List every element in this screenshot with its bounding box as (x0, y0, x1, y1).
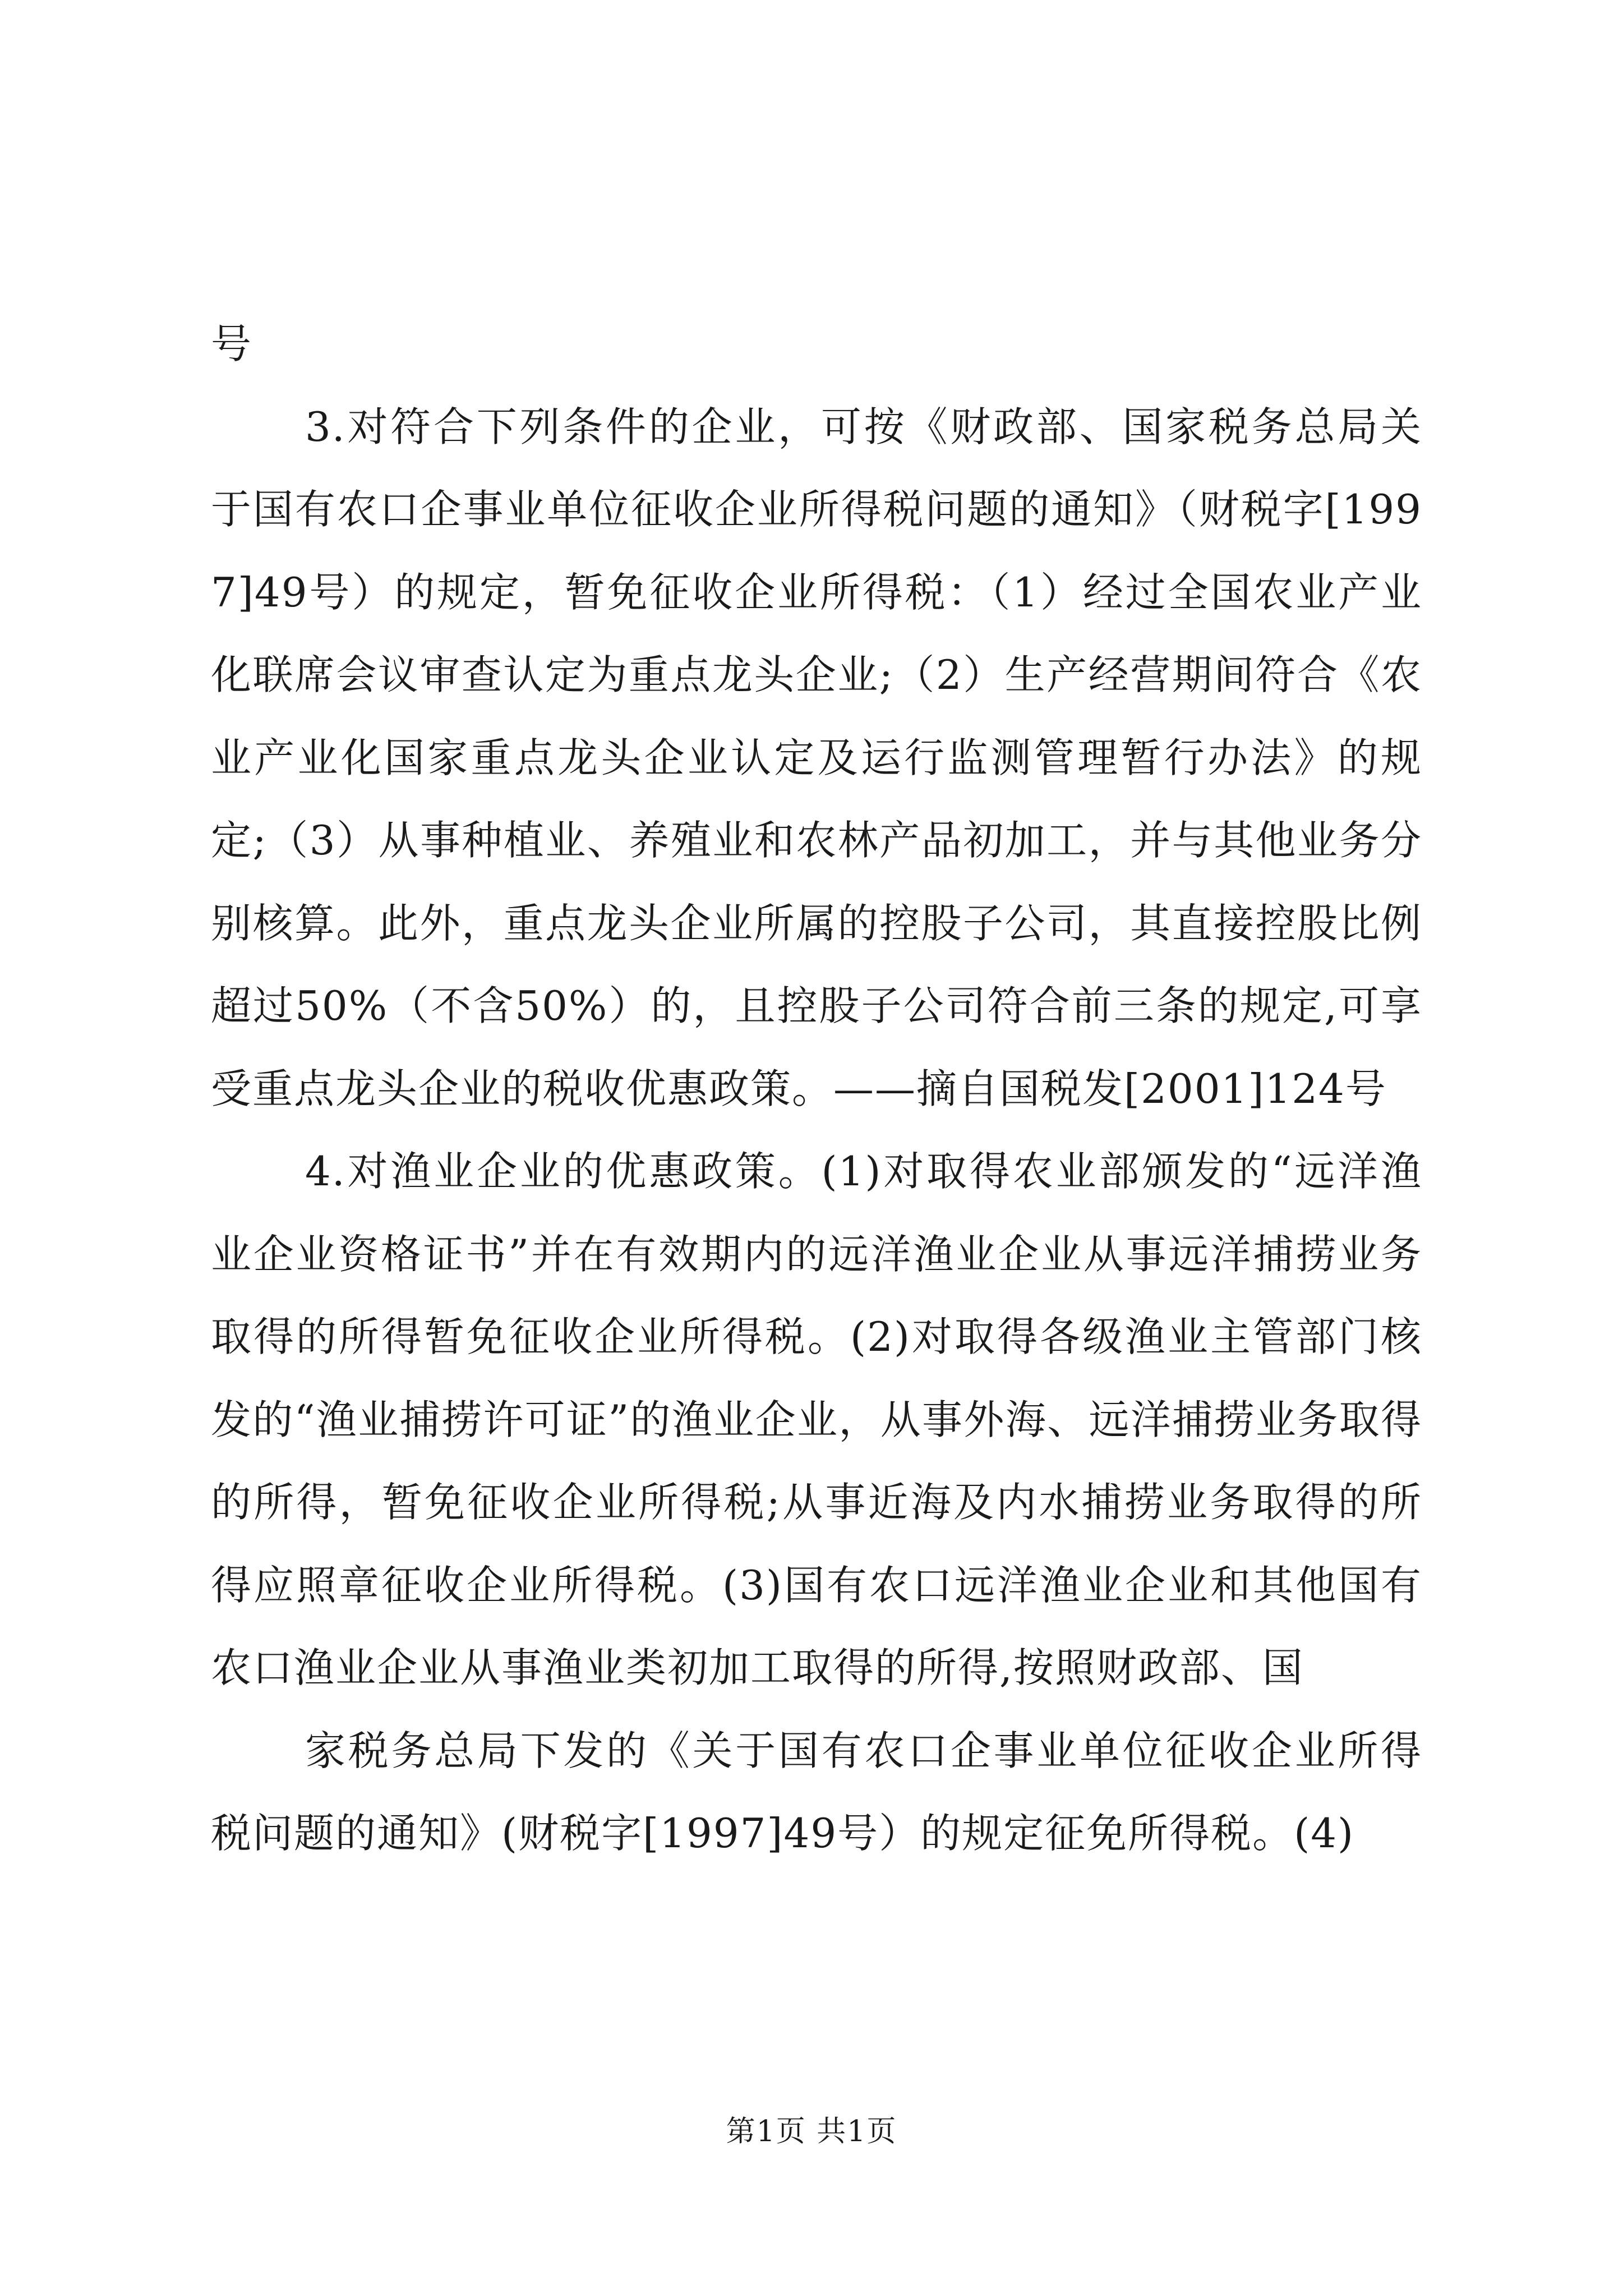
paragraph-item-4: 4.对渔业企业的优惠政策。(1)对取得农业部颁发的“远洋渔业企业资格证书”并在有效期内的远洋渔业企业从事远洋捕捞业务取得的所得暂免征收企业所得税。(2)对取得各级渔业主管部门核发的“渔业捕捞许可证”的渔业企业，从事外海、远洋捕捞业务取得的所得，暂免征收企业所得税;从事近海及内水捕捞业务取得的所得应照章征收企业所得税。(3)国有农口远洋渔业企业和其他国有农口渔业企业从事渔业类初加工取得的所得,按照财政部、国 (211, 1148, 1422, 1691)
document-body (211, 303, 1422, 1875)
paragraph-item-3: 3.对符合下列条件的企业，可按《财政部、国家税务总局关于国有农口企事业单位征收企业所得税问题的通知》（财税字[1997]49号）的规定，暂免征收企业所得税：（1）经过全国农业产业化联席会议审查认定为重点龙头企业;（2）生产经营期间符合《农业产业化国家重点龙头企业认定及运行监测管理暂行办法》的规定;（3）从事种植业、养殖业和农林产品初加工，并与其他业务分别核算。此外，重点龙头企业所属的控股子公司，其直接控股比例超过50%（不含50%）的，且控股子公司符合前三条的规定,可享受重点龙头企业的税收优惠政策。——摘自国税发[2001]124号 (211, 403, 1422, 1112)
page-footer: 第1页 共1页 (726, 2115, 897, 2148)
paragraph-fragment: 号 (211, 320, 253, 367)
paragraph-continuation: 家税务总局下发的《关于国有农口企事业单位征收企业所得税问题的通知》(财税字[1997]49号）的规定征免所得税。(4) (211, 1727, 1422, 1857)
